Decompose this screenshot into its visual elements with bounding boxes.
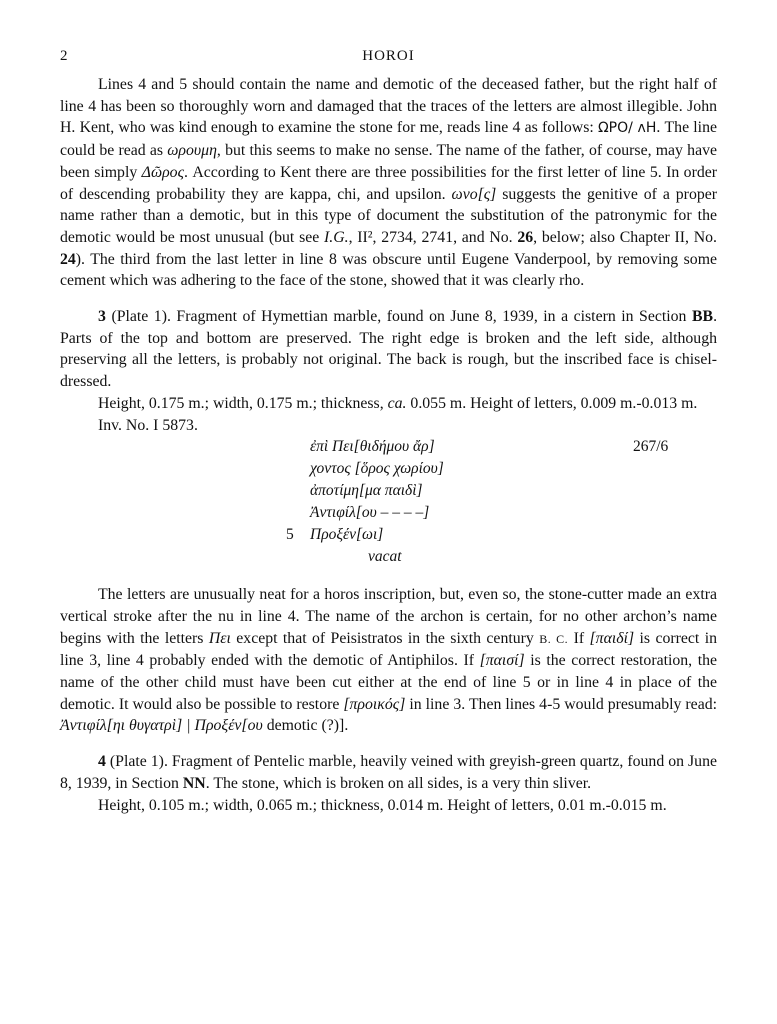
vacat-note: vacat — [368, 548, 402, 566]
inscription-line: Προξέν[ωι] — [310, 526, 384, 544]
inscription-text — [60, 438, 717, 578]
entry-3-dimensions: Height, 0.175 m.; width, 0.175 m.; thickness, ca. 0.055 m. Height of letters, 0.009 m.-0.013 m. — [98, 394, 698, 412]
inscription-date: 267/6 — [633, 438, 669, 456]
entry-number: 3 — [98, 308, 106, 326]
entry-3-description: 3 (Plate 1). Fragment of Hymettian marble, found on June 8, 1939, in a cistern in Section BB. Parts of the top and bottom are preserved. The right edge is broken and the left side, although preserving all the letters, is probably not original. The back is rough, but the inscribed face is chisel-dressed. — [60, 308, 718, 391]
inscription-line: ἐπὶ Πει[θιδήμου ἄρ] — [310, 438, 435, 456]
running-title: HOROI — [362, 48, 415, 64]
entry-number: 4 — [98, 753, 106, 771]
inscription-line: Ἀντιφίλ[ου – – – –] — [310, 504, 430, 522]
entry-4-dimensions: Height, 0.105 m.; width, 0.065 m.; thickness, 0.014 m. Height of letters, 0.01 m.-0.015 m. — [98, 796, 667, 814]
kent-reading: ΩΡΟ/ ᴧΗ — [597, 120, 657, 137]
paragraph-line-4-5-discussion: Lines 4 and 5 should contain the name and demotic of the deceased father, but the right half of line 4 has been so thoroughly worn and damaged that the traces of the letters are almost illegible. John H. Kent, who was kind enough to examine the stone for me, reads line 4 as follows: ΩΡΟ/ ᴧΗ. The line could be read as ωρουμη, but this seems to make no sense. The name of the father, of course, may have been simply Δῶρος. According to Kent there are three possibilities for the first letter of line 5. In order of descending probability they are kappa, chi, and upsilon. ωνο[ς] suggests the genitive of a proper name rather than a demotic, but in this type of document the substitution of the patronymic for the demotic would be most unusual (but see I.G., II², 2734, 2741, and No. 26, below; also Chapter II, No. 24). The third from the last letter in line 8 was obscure until Eugene Vanderpool, by removing some cement which was adhering to the face of the stone, showed that it was clearly rho. — [60, 76, 718, 290]
entry-4-description: 4 (Plate 1). Fragment of Pentelic marble, heavily veined with greyish-green quartz, found on June 8, 1939, in Section NN. The stone, which is broken on all sides, is a very thin sliver. — [60, 753, 717, 792]
page — [60, 48, 717, 816]
running-head — [60, 48, 717, 74]
paragraph-commentary: The letters are unusually neat for a horos inscription, but, even so, the stone-cutter made an extra vertical stroke after the nu in line 4. The name of the archon is certain, for no other archon’s name begins with the letters Πει except that of Peisistratos in the sixth century B. C. If [παιδί] is correct in line 3, line 4 probably ended with the demotic of Antiphilos. If [παισί] is the correct restoration, the name of the other child must have been cut either at the end of line 5 or in line 4 in place of the demotic. It would also be possible to restore [προικός] in line 3. Then lines 4-5 would presumably read: Ἀντιφίλ[ηι θυγατρὶ] | Προξέν[ου demotic (?)]. — [60, 586, 718, 735]
inscription-line: χοντος [ὅρος χωρίου] — [310, 460, 444, 478]
line-number: 5 — [286, 526, 294, 544]
entry-3-inventory: Inv. No. I 5873. — [98, 416, 198, 434]
page-number: 2 — [60, 48, 68, 64]
inscription-line: ἀποτίμη[μα παιδὶ] — [310, 482, 423, 500]
